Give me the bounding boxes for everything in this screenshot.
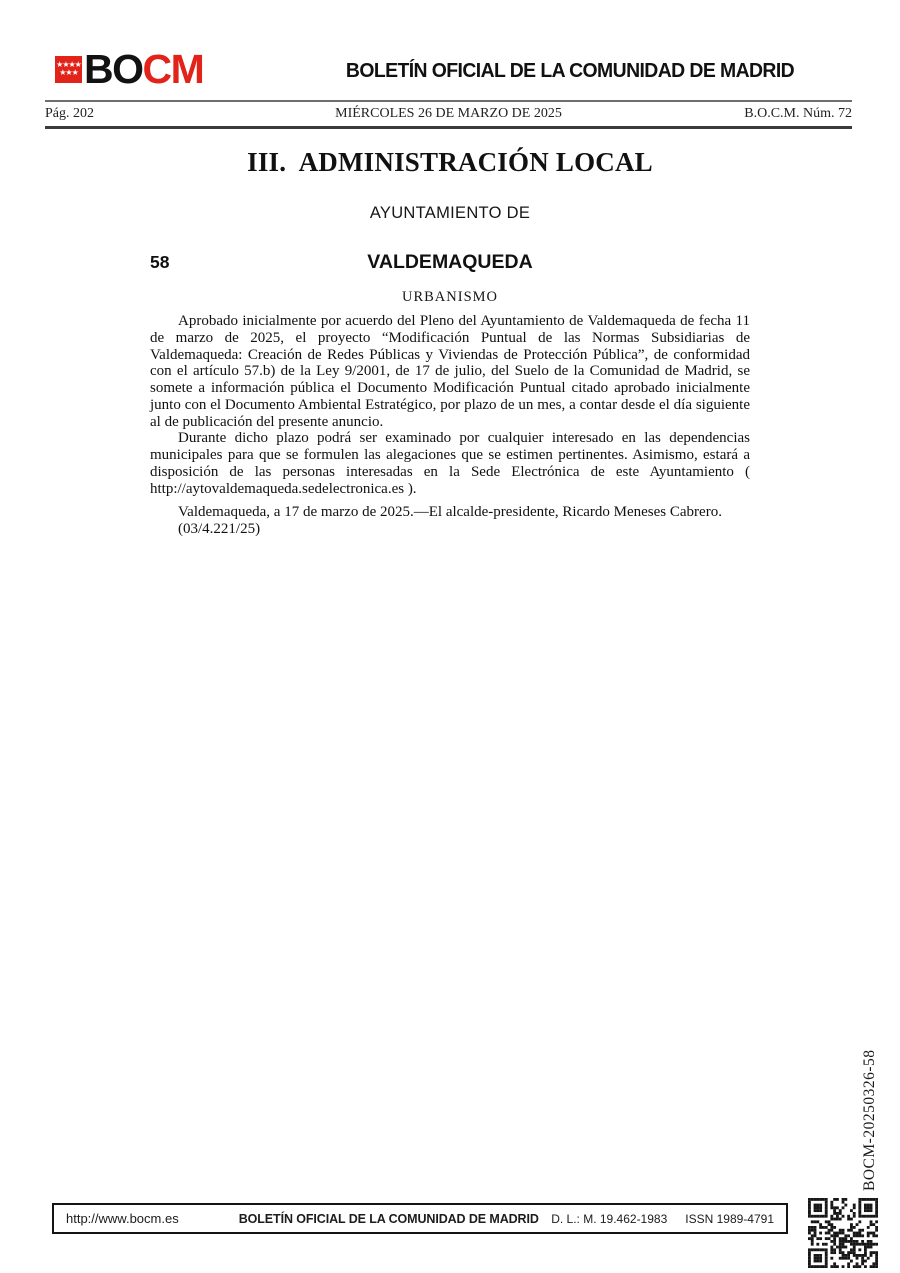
flag-stars-row2: ★★★ (59, 68, 78, 77)
body-paragraph: Durante dicho plazo podrá ser examinado por cualquier interesado en las dependencias municipales para que se formulen las alegaciones que se estimen pertinentes. Asimismo, estará a disposición de las personas interesadas en la Sede Electrónica de este Ayuntamiento ( http://aytovaldemaqueda.sedelectronica.es ). (150, 430, 750, 497)
masthead-title: BOLETÍN OFICIAL DE LA COMUNIDAD DE MADRID (345, 60, 795, 82)
header-rule-bottom (45, 126, 852, 129)
footer-issn: ISSN 1989-4791 (685, 1211, 774, 1226)
footer-title: BOLETÍN OFICIAL DE LA COMUNIDAD DE MADRID (238, 1211, 539, 1226)
announcement-number: 58 (150, 252, 170, 272)
logo-text-cm: CM (142, 46, 204, 92)
madrid-flag-icon (55, 56, 82, 83)
reference-code: (03/4.221/25) (178, 521, 261, 537)
flag-stars-row1: ★★★★ (56, 60, 81, 69)
issue-number: B.O.C.M. Núm. 72 (744, 106, 852, 121)
side-document-code: BOCM-20250326-58 (861, 1049, 878, 1191)
footer-bar (52, 1203, 788, 1234)
logo-text-bo: BO (84, 46, 143, 92)
footer-url: http://www.bocm.es (66, 1211, 179, 1226)
issue-date: MIÉRCOLES 26 DE MARZO DE 2025 (335, 106, 562, 121)
announcement-body (150, 313, 750, 538)
meta-bar (45, 103, 852, 125)
body-paragraph: Aprobado inicialmente por acuerdo del Pleno del Ayuntamiento de Valdemaqueda de fecha 11 de marzo de 2025, el proyecto “Modificación Puntual de las Normas Subsidiarias de Valdemaqueda: Creación de Redes Públicas y Viviendas de Protección Pública”, de conformidad con el artículo 57.b) de la Ley 9/2001, de 17 de julio, del Suelo de la Comunidad de Madrid, se somete a información pública el Documento Modificación Puntual citado aprobado inicialmente junto con el Documento Ambiental Estratégico, por plazo de un mes, a contar desde el día siguiente al de publicación del presente anuncio. (150, 313, 750, 430)
section-heading: III. ADMINISTRACIÓN LOCAL (247, 147, 653, 177)
bocm-logo-text (84, 46, 204, 92)
qr-code (808, 1198, 878, 1268)
category-heading: URBANISMO (401, 289, 498, 305)
municipality-heading: VALDEMAQUEDA (367, 251, 533, 273)
header-rule-top (45, 100, 852, 102)
signature-line: Valdemaqueda, a 17 de marzo de 2025.—El alcalde-presidente, Ricardo Meneses Cabrero. (178, 504, 722, 521)
page-number-label: Pág. 202 (45, 106, 94, 121)
organization-heading: AYUNTAMIENTO DE (369, 204, 531, 222)
footer-legal-deposit: D. L.: M. 19.462-1983 (551, 1211, 668, 1226)
bocm-logo (55, 46, 204, 92)
